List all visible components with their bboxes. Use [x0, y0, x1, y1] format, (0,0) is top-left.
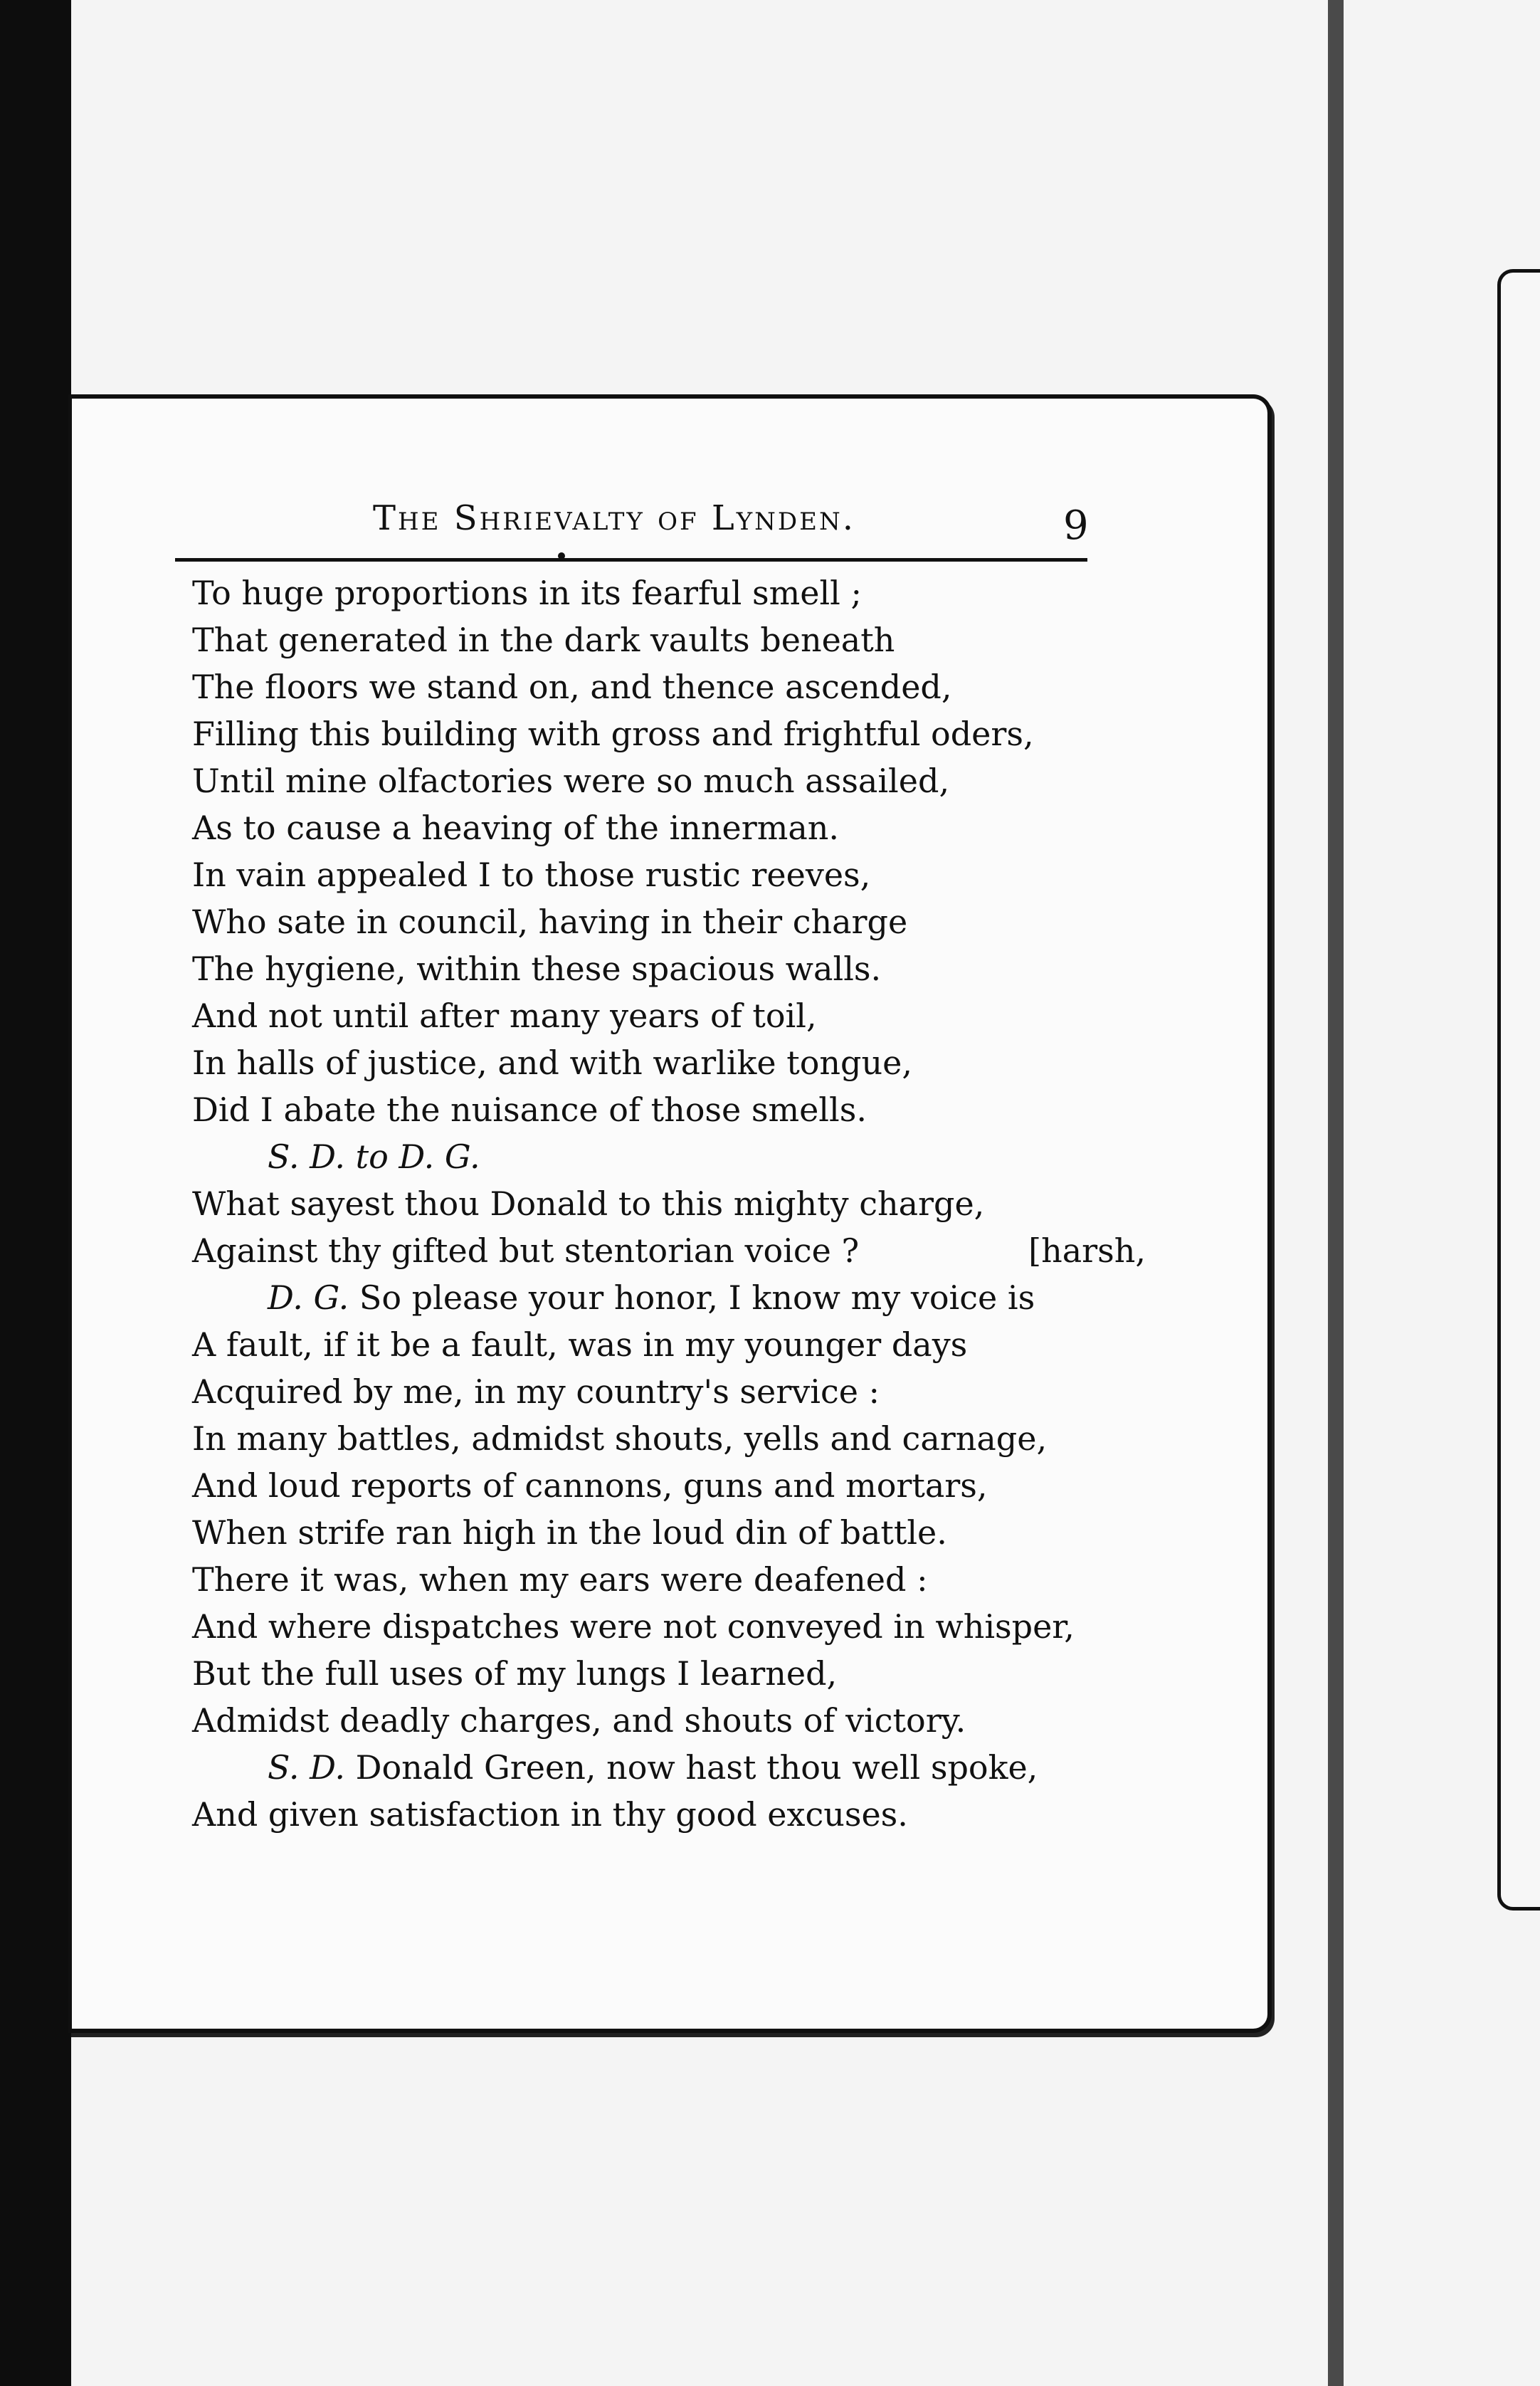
verse-line: In halls of justice, and with warlike tongue, — [192, 1044, 912, 1082]
verse-line: And loud reports of cannons, guns and mortars, — [192, 1466, 988, 1505]
verse-line: As to cause a heaving of the innerman. — [192, 809, 839, 847]
verse-line: Who sate in council, having in their charge — [192, 903, 908, 941]
verse-line: To huge proportions in its fearful smell ; — [192, 574, 863, 612]
verse-line: When strife ran high in the loud din of battle. — [192, 1513, 947, 1552]
running-head — [175, 498, 1100, 555]
scan-left-margin — [0, 0, 71, 2386]
rule-ornament — [558, 552, 565, 559]
speaker-label: S. D. to D. G. — [268, 1137, 480, 1176]
verse-line: And not until after many years of toil, — [192, 997, 817, 1035]
verse-line: There it was, when my ears were deafened : — [192, 1560, 928, 1599]
verse-line: Admidst deadly charges, and shouts of victory. — [192, 1701, 966, 1740]
book-gutter — [1328, 0, 1344, 2386]
verse-line: Did I abate the nuisance of those smells. — [192, 1090, 867, 1129]
verse-line: Until mine olfactories were so much assailed, — [192, 762, 950, 800]
verse-line: Against thy gifted but stentorian voice ? [harsh, — [192, 1227, 1146, 1274]
verse-line: And where dispatches were not conveyed in whisper, — [192, 1607, 1075, 1646]
verse-line: In many battles, admidst shouts, yells and carnage, — [192, 1419, 1048, 1458]
verse-line: What sayest thou Donald to this mighty charge, — [192, 1184, 985, 1223]
verse-line: Filling this building with gross and frightful oders, — [192, 715, 1034, 753]
verse-line: A fault, if it be a fault, was in my younger days — [192, 1325, 968, 1364]
verse-line: S. D. Donald Green, now hast thou well spoke, — [268, 1748, 1038, 1787]
verse-line: D. G. So please your honor, I know my voice is — [268, 1278, 1035, 1317]
speaker-label: D. G. — [268, 1278, 349, 1317]
verse-line: And given satisfaction in thy good excuses. — [192, 1795, 908, 1834]
next-page-edge — [1497, 269, 1540, 1911]
speaker-heading — [192, 1133, 1146, 1180]
header-rule — [175, 558, 1087, 562]
page-number: 9 — [1063, 503, 1089, 549]
turnover-bracket: [harsh, — [1028, 1231, 1146, 1270]
verse-line: But the full uses of my lungs I learned, — [192, 1654, 838, 1693]
verse-line: The hygiene, within these spacious walls. — [192, 950, 882, 988]
verse-body — [192, 569, 1146, 1838]
verse-line: That generated in the dark vaults beneath — [192, 621, 895, 659]
speaker-label: S. D. — [268, 1748, 345, 1787]
verse-line: Acquired by me, in my country's service : — [192, 1372, 880, 1411]
running-title: The Shrievalty of Lynden. — [373, 498, 855, 538]
verse-line: The floors we stand on, and thence ascended, — [192, 668, 952, 706]
verse-line: In vain appealed I to those rustic reeves, — [192, 856, 871, 894]
